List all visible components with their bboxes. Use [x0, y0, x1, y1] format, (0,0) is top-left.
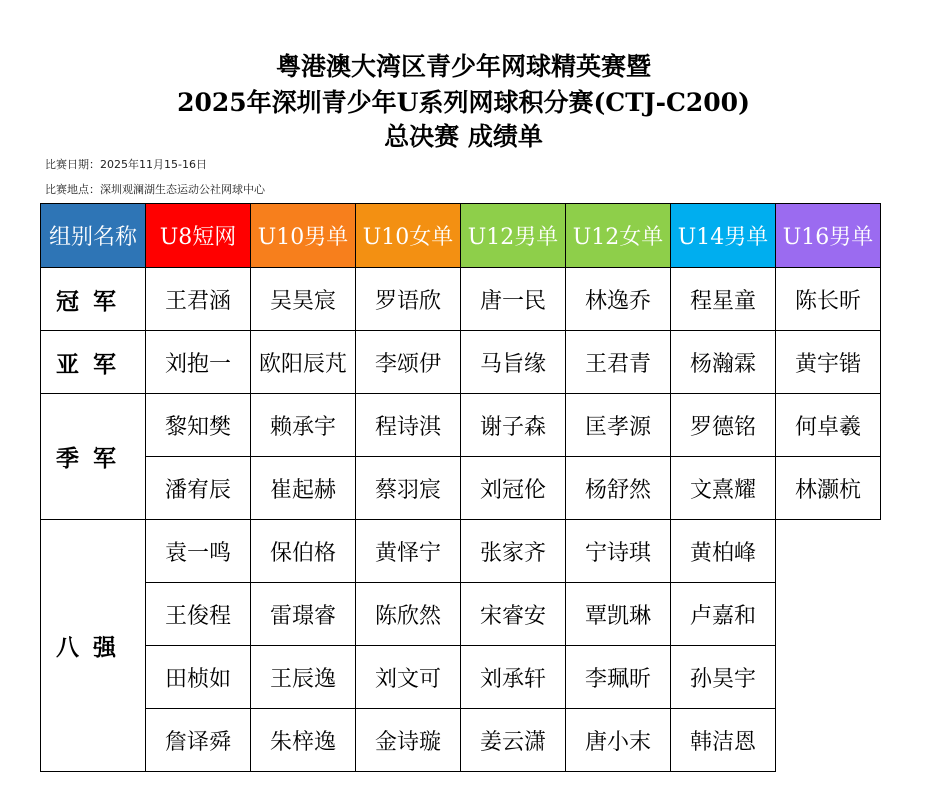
- empty-cell: [776, 520, 881, 583]
- col-header-u16-boys: U16男单: [776, 204, 881, 268]
- player-cell: 詹译舜: [146, 709, 251, 772]
- player-cell: 黎知樊: [146, 394, 251, 457]
- player-cell: 孙昊宇: [671, 646, 776, 709]
- row-top8-3: [41, 646, 881, 709]
- player-cell: 文熹耀: [671, 457, 776, 520]
- player-cell: 罗德铭: [671, 394, 776, 457]
- player-cell: 黄柏峰: [671, 520, 776, 583]
- player-cell: 金诗璇: [356, 709, 461, 772]
- player-cell: 王君青: [566, 331, 671, 394]
- empty-cell: [776, 646, 881, 709]
- player-cell: 赖承宇: [251, 394, 356, 457]
- empty-cell: [776, 583, 881, 646]
- rank-champion: 冠军: [41, 268, 146, 331]
- col-header-u14-boys: U14男单: [671, 204, 776, 268]
- title-line-3: 总决赛 成绩单: [384, 122, 543, 151]
- player-cell: 姜云潇: [461, 709, 566, 772]
- rank-top8: 八强: [41, 520, 146, 772]
- player-cell: 宋睿安: [461, 583, 566, 646]
- match-venue: 比赛地点：深圳观澜湖生态运动公社网球中心: [45, 183, 265, 196]
- row-third-1: [41, 394, 881, 457]
- player-cell: 刘文可: [356, 646, 461, 709]
- player-cell: 李珮昕: [566, 646, 671, 709]
- player-cell: 陈长昕: [776, 268, 881, 331]
- player-cell: 何卓羲: [776, 394, 881, 457]
- player-cell: 罗语欣: [356, 268, 461, 331]
- player-cell: 宁诗琪: [566, 520, 671, 583]
- player-cell: 唐小末: [566, 709, 671, 772]
- player-cell: 崔起赫: [251, 457, 356, 520]
- player-cell: 王俊程: [146, 583, 251, 646]
- player-cell: 朱梓逸: [251, 709, 356, 772]
- col-header-group: 组别名称: [41, 204, 146, 268]
- player-cell: 刘抱一: [146, 331, 251, 394]
- player-cell: 张家齐: [461, 520, 566, 583]
- player-cell: 程诗淇: [356, 394, 461, 457]
- rank-third: 季军: [41, 394, 146, 520]
- row-third-2: [41, 457, 881, 520]
- player-cell: 韩洁恩: [671, 709, 776, 772]
- col-header-u12-girls: U12女单: [566, 204, 671, 268]
- player-cell: 覃凯琳: [566, 583, 671, 646]
- player-cell: 程星童: [671, 268, 776, 331]
- row-champion: [41, 268, 881, 331]
- match-date: 比赛日期：2025年11月15-16日: [45, 158, 207, 171]
- player-cell: 黄怿宁: [356, 520, 461, 583]
- player-cell: 马旨缘: [461, 331, 566, 394]
- player-cell: 林逸乔: [566, 268, 671, 331]
- player-cell: 唐一民: [461, 268, 566, 331]
- col-header-u8: U8短网: [146, 204, 251, 268]
- player-cell: 黄宇锴: [776, 331, 881, 394]
- player-cell: 袁一鸣: [146, 520, 251, 583]
- header-row: [41, 204, 881, 268]
- player-cell: 李颂伊: [356, 331, 461, 394]
- row-top8-1: [41, 520, 881, 583]
- player-cell: 杨瀚霖: [671, 331, 776, 394]
- col-header-u10-girls: U10女单: [356, 204, 461, 268]
- player-cell: 谢子森: [461, 394, 566, 457]
- player-cell: 欧阳辰芃: [251, 331, 356, 394]
- player-cell: 雷璟睿: [251, 583, 356, 646]
- player-cell: 王辰逸: [251, 646, 356, 709]
- row-top8-2: [41, 583, 881, 646]
- player-cell: 匡孝源: [566, 394, 671, 457]
- row-top8-4: [41, 709, 881, 772]
- player-cell: 保伯格: [251, 520, 356, 583]
- results-table: [40, 203, 881, 772]
- player-cell: 卢嘉和: [671, 583, 776, 646]
- player-cell: 蔡羽宸: [356, 457, 461, 520]
- title-line-1: 粤港澳大湾区青少年网球精英赛暨: [275, 52, 651, 81]
- empty-cell: [776, 709, 881, 772]
- player-cell: 田桢如: [146, 646, 251, 709]
- player-cell: 杨舒然: [566, 457, 671, 520]
- player-cell: 潘宥辰: [146, 457, 251, 520]
- player-cell: 林灏杭: [776, 457, 881, 520]
- rank-runner-up: 亚军: [41, 331, 146, 394]
- player-cell: 刘承轩: [461, 646, 566, 709]
- title-line-2: 2025年深圳青少年U系列网球积分赛(CTJ-C200): [177, 88, 750, 117]
- row-runner-up: [41, 331, 881, 394]
- player-cell: 陈欣然: [356, 583, 461, 646]
- player-cell: 王君涵: [146, 268, 251, 331]
- player-cell: 吴昊宸: [251, 268, 356, 331]
- col-header-u10-boys: U10男单: [251, 204, 356, 268]
- col-header-u12-boys: U12男单: [461, 204, 566, 268]
- player-cell: 刘冠伦: [461, 457, 566, 520]
